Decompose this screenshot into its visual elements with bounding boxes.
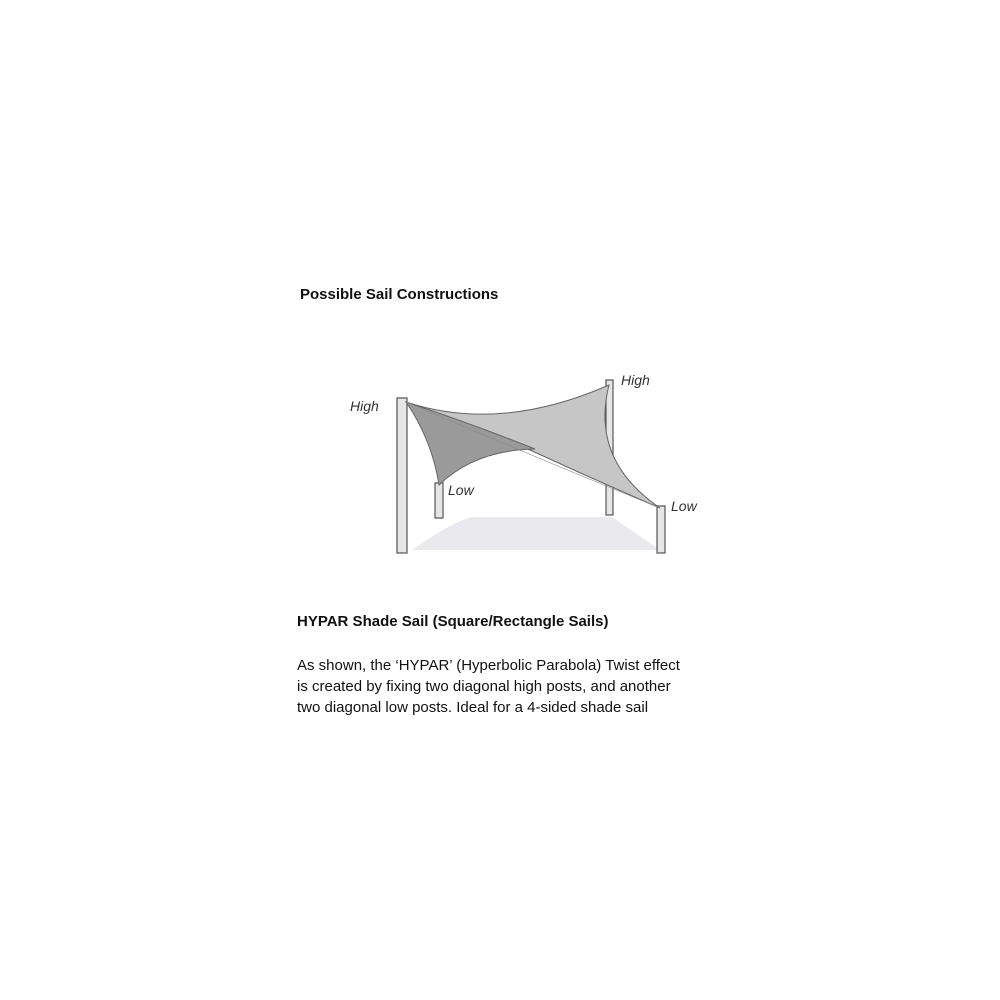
description-line: is created by fixing two diagonal high posts, and another	[297, 678, 671, 695]
label-high-left: High	[350, 398, 379, 414]
post-high-left	[397, 398, 407, 553]
hypar-sail-diagram	[340, 365, 710, 565]
section-subheading: HYPAR Shade Sail (Square/Rectangle Sails)	[297, 613, 609, 630]
ground-shadow	[412, 517, 660, 550]
description-line: two diagonal low posts. Ideal for a 4-sided shade sail	[297, 699, 649, 716]
sail-illustration	[340, 365, 710, 565]
post-low-left	[435, 483, 443, 518]
label-low-left: Low	[448, 482, 474, 498]
description-line: As shown, the ‘HYPAR’ (Hyperbolic Parabola) Twist effect	[297, 657, 680, 674]
description-paragraph	[297, 655, 717, 718]
post-low-right	[657, 506, 665, 553]
label-high-right: High	[621, 372, 650, 388]
page-heading: Possible Sail Constructions	[300, 286, 499, 303]
label-low-right: Low	[671, 498, 697, 514]
